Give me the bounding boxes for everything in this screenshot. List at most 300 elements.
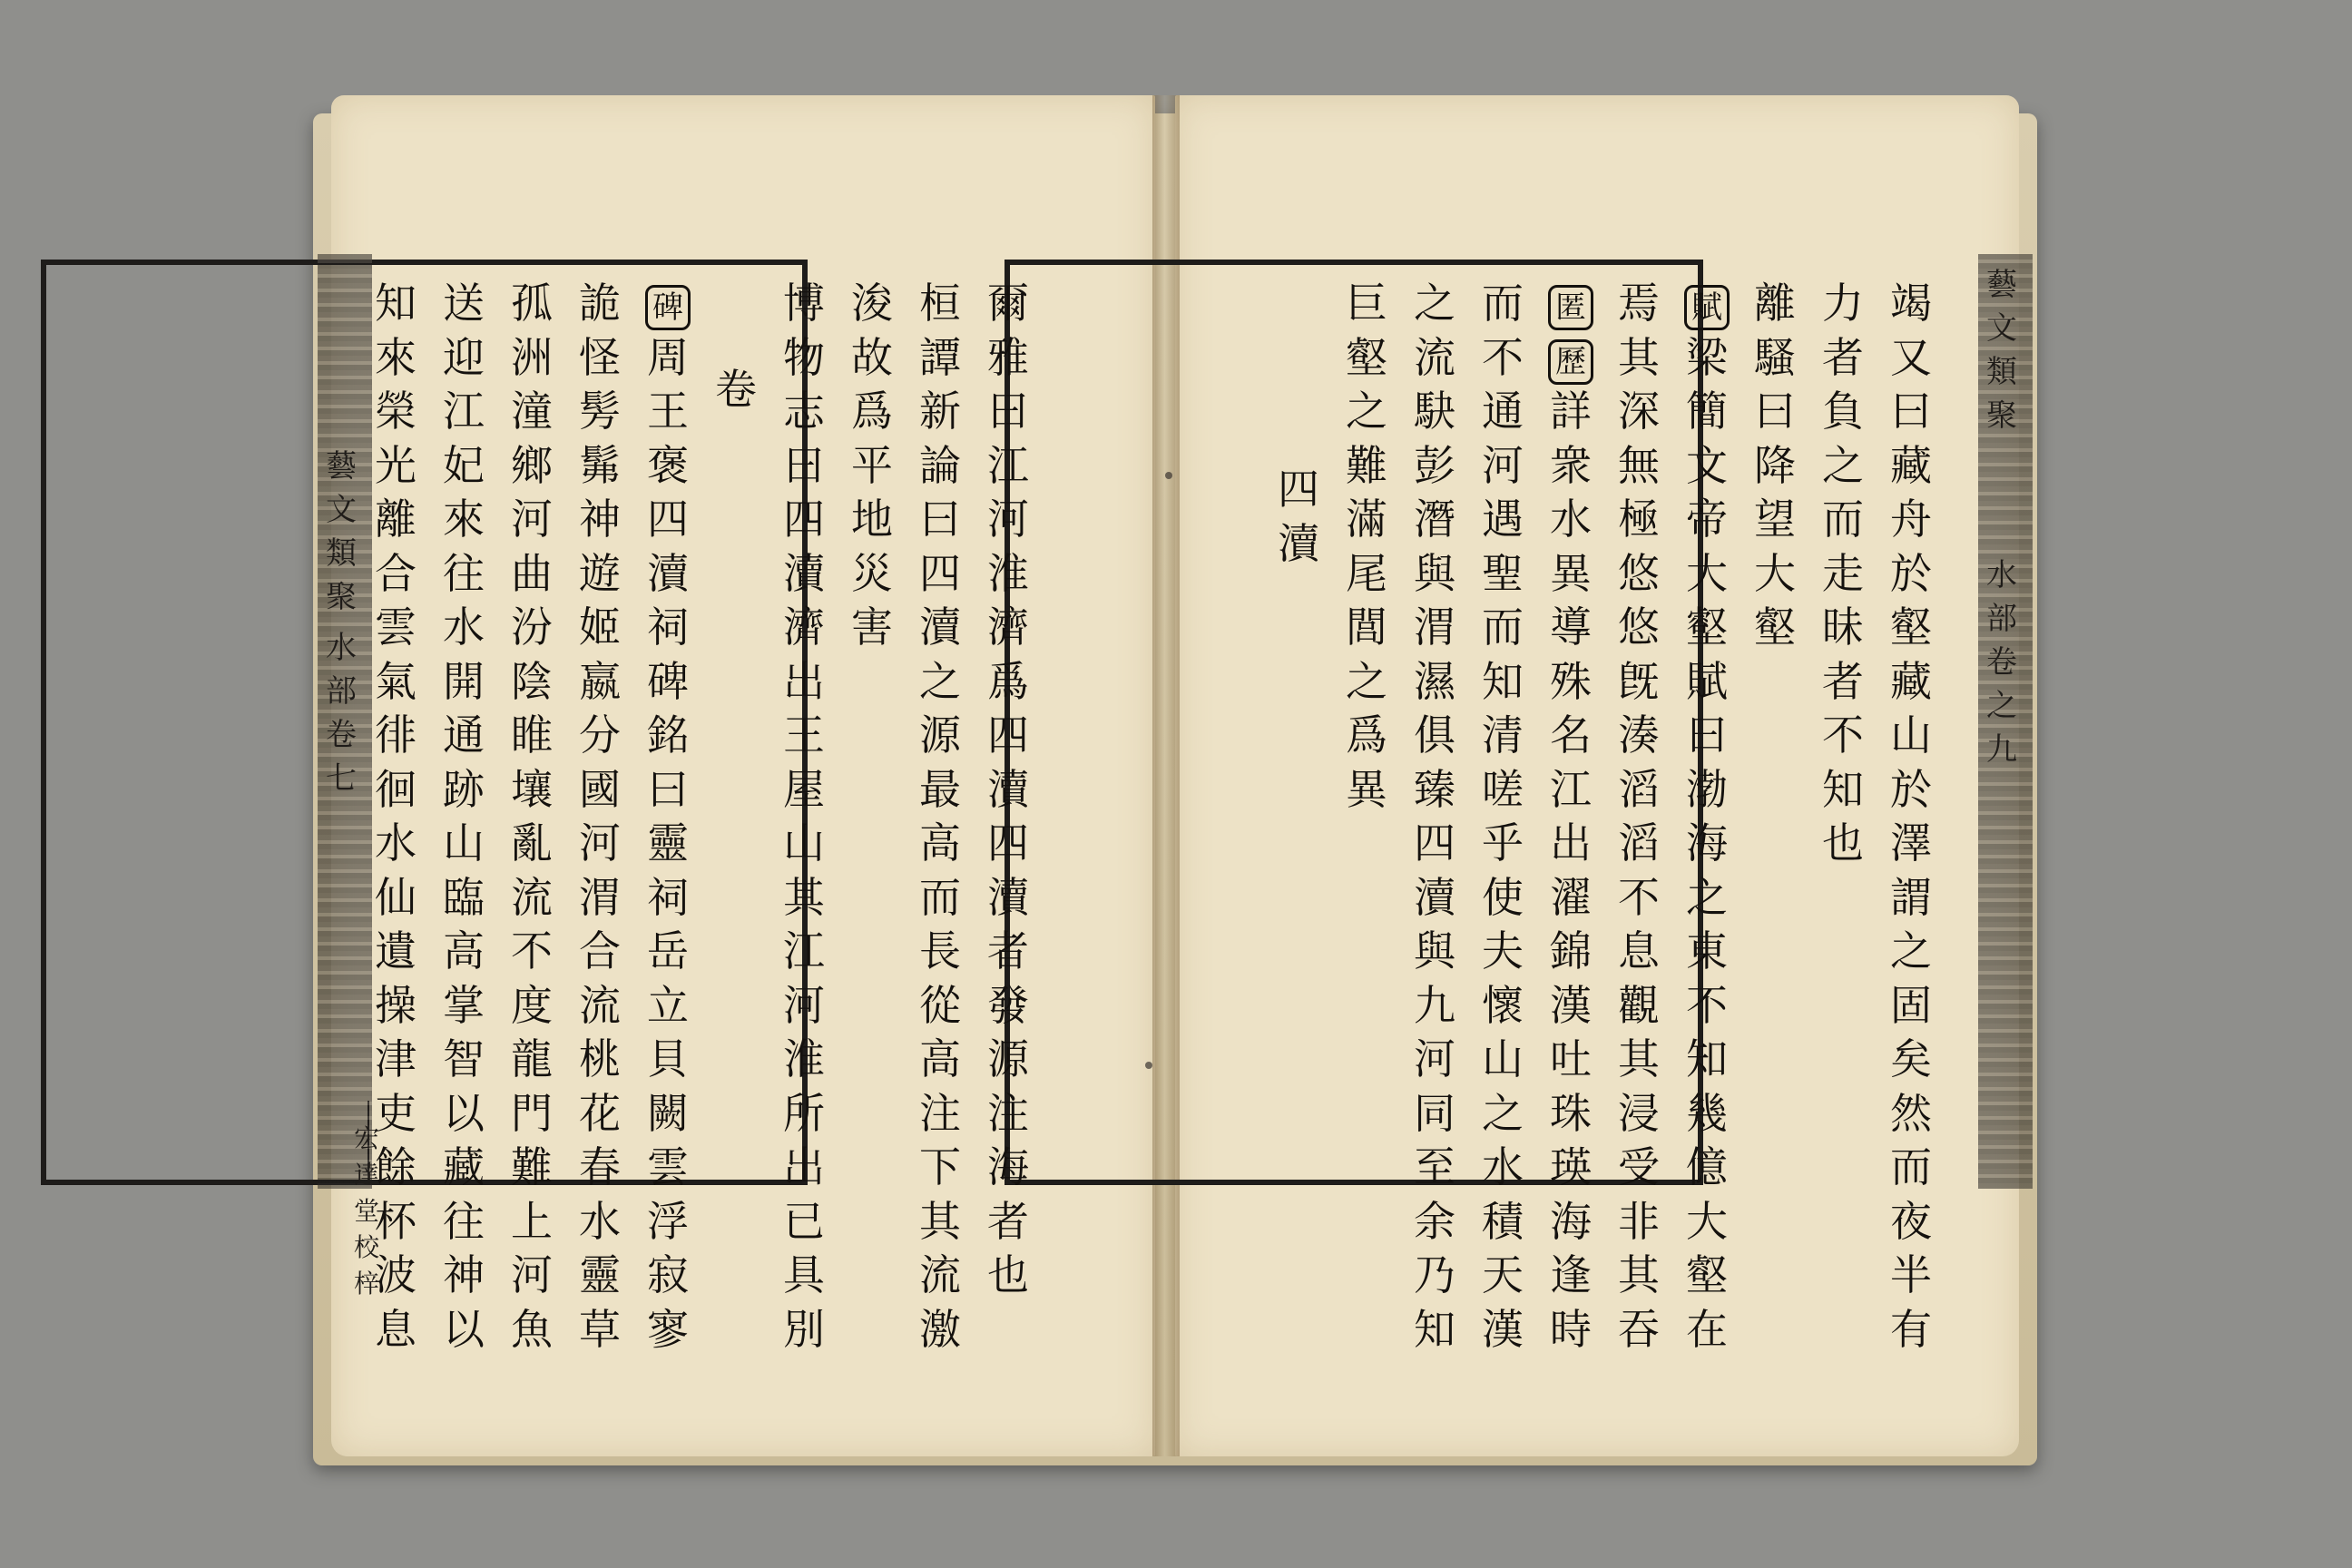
character: 天 [1482, 1250, 1524, 1299]
character: 嗟 [1482, 764, 1524, 814]
character: 夫 [1482, 926, 1524, 975]
character: 爲 [987, 656, 1029, 706]
character: 四 [647, 495, 689, 544]
character: 不 [1482, 332, 1524, 382]
character: 浸 [1618, 1088, 1660, 1138]
character: 九 [1986, 731, 2017, 768]
character: 長 [919, 926, 961, 975]
character: 彭 [1414, 440, 1455, 490]
character: 之 [1482, 1088, 1524, 1138]
character: 地 [851, 495, 893, 544]
character: 桓 [919, 279, 961, 328]
character: 四 [987, 710, 1029, 760]
character: 注 [987, 1088, 1029, 1138]
text-column [985, 277, 1032, 1303]
character: 尾 [1346, 548, 1387, 598]
character: 注 [919, 1088, 961, 1138]
character: 浮 [647, 1196, 689, 1246]
character: 其 [919, 1196, 961, 1246]
character: 逢 [1550, 1250, 1592, 1299]
character: 貝 [647, 1034, 689, 1083]
character: 四 [783, 495, 825, 544]
character: 掌 [443, 980, 485, 1030]
character: 迎 [443, 332, 485, 382]
character: 以 [443, 1304, 485, 1354]
character: 滔 [1618, 764, 1660, 814]
character: 河 [987, 495, 1029, 544]
text-column [440, 277, 487, 1357]
text-column [1615, 277, 1662, 1357]
character: 矣 [1890, 1034, 1932, 1083]
character: 曰 [1754, 387, 1796, 436]
character: 汾 [511, 603, 553, 652]
character: 山 [1482, 1034, 1524, 1083]
character: 殊 [1550, 656, 1592, 706]
character: 閭 [1346, 603, 1387, 652]
character: 淮 [783, 1034, 825, 1083]
character: 瑛 [1550, 1142, 1592, 1191]
character: 寥 [647, 1304, 689, 1354]
character: 祠 [647, 603, 689, 652]
character: 源 [919, 710, 961, 760]
character: 然 [1890, 1088, 1932, 1138]
character: 河 [579, 818, 621, 867]
character: 所 [783, 1088, 825, 1138]
character: 滔 [1618, 818, 1660, 867]
character: 息 [375, 1304, 416, 1354]
character: 無 [1618, 440, 1660, 490]
character: 故 [851, 332, 893, 382]
character: 王 [647, 387, 689, 436]
character: 部 [1986, 601, 2017, 637]
character: 龍 [511, 1034, 553, 1083]
character: 姬 [579, 603, 621, 652]
character: 離 [375, 495, 416, 544]
character: 江 [987, 440, 1029, 490]
character: 山 [1890, 710, 1932, 760]
character: 聖 [1482, 548, 1524, 598]
character: 潛 [1414, 495, 1455, 544]
character: 藏 [1890, 440, 1932, 490]
character: 而 [1482, 279, 1524, 328]
character: 降 [1754, 440, 1796, 490]
character: 漢 [1482, 1304, 1524, 1354]
character: 積 [1482, 1196, 1524, 1246]
character: 錦 [1550, 926, 1592, 975]
character: 帝 [1686, 495, 1728, 544]
character: 負 [1822, 387, 1864, 436]
character: 謂 [1890, 872, 1932, 922]
character: 不 [1618, 872, 1660, 922]
character: 災 [851, 548, 893, 598]
character: 卷 [1986, 644, 2017, 681]
character: 送 [443, 279, 485, 328]
character: 來 [375, 332, 416, 382]
character: 通 [443, 710, 485, 760]
character: 曰 [647, 764, 689, 814]
character: 而 [1482, 603, 1524, 652]
character: 走 [1822, 548, 1864, 598]
character: 懷 [1482, 980, 1524, 1030]
character: 難 [511, 1142, 553, 1191]
character: 文 [1686, 440, 1728, 490]
character: 神 [579, 495, 621, 544]
character: 之 [1414, 279, 1455, 328]
character: 鄉 [511, 440, 553, 490]
character: 不 [1686, 980, 1728, 1030]
character: 不 [1822, 710, 1864, 760]
character: 徘 [375, 710, 416, 760]
text-column [1819, 277, 1867, 871]
character: 王 [783, 710, 825, 760]
character: 焉 [1618, 279, 1660, 328]
character: 俱 [1414, 710, 1455, 760]
character: 藝 [1986, 267, 2017, 303]
text-column [508, 277, 555, 1357]
character: 部 [326, 673, 357, 710]
character: 導 [1550, 603, 1592, 652]
character: 之 [1686, 872, 1728, 922]
character: 祠 [647, 872, 689, 922]
character: 渤 [1686, 764, 1728, 814]
character: 流 [579, 980, 621, 1030]
character: 魚 [511, 1304, 553, 1354]
character: 流 [1414, 332, 1455, 382]
text-column [1547, 277, 1594, 1357]
character: 之 [1890, 926, 1932, 975]
character: 髣 [579, 387, 621, 436]
text-column [1479, 277, 1526, 1357]
character: 江 [443, 387, 485, 436]
character: 孤 [511, 279, 553, 328]
character: 河 [1482, 440, 1524, 490]
character: 半 [1890, 1250, 1932, 1299]
character: 曲 [511, 548, 553, 598]
character: 褒 [647, 440, 689, 490]
character: 望 [1754, 495, 1796, 544]
character: 達 [353, 1160, 379, 1190]
character: 瀆 [987, 872, 1029, 922]
character: 河 [511, 495, 553, 544]
character: 杯 [375, 1196, 416, 1246]
character: 瀆 [987, 764, 1029, 814]
character: 遇 [1482, 495, 1524, 544]
character: 知 [1414, 1304, 1455, 1354]
character: 下 [919, 1142, 961, 1191]
character: 遊 [579, 548, 621, 598]
character: 類 [326, 535, 357, 572]
character: 衆 [1550, 440, 1592, 490]
character: 寂 [647, 1250, 689, 1299]
character: 餘 [375, 1142, 416, 1191]
character: 之 [1986, 688, 2017, 724]
character: 博 [783, 279, 825, 328]
character: 不 [511, 926, 553, 975]
character: 宏 [353, 1123, 379, 1153]
text-column [712, 363, 760, 417]
character: 水 [443, 603, 485, 652]
character: 髴 [579, 440, 621, 490]
character: 高 [919, 1034, 961, 1083]
character: 瀆 [647, 548, 689, 598]
text-column [780, 277, 828, 1357]
character: 卷 [715, 365, 757, 414]
character: 知 [375, 279, 416, 328]
character: 舟 [1890, 495, 1932, 544]
character: 類 [1986, 354, 2017, 390]
character: 氣 [375, 656, 416, 706]
character: 桃 [579, 1034, 621, 1083]
character: 之 [1346, 387, 1387, 436]
character: 吞 [1618, 1304, 1660, 1354]
character: 使 [1482, 872, 1524, 922]
character: 雲 [647, 1142, 689, 1191]
character: 觀 [1618, 980, 1660, 1030]
text-column [644, 277, 691, 1357]
character: 而 [1822, 495, 1864, 544]
character: 曰 [1686, 710, 1728, 760]
character: 其 [1618, 332, 1660, 382]
character: 波 [375, 1250, 416, 1299]
character: 流 [511, 872, 553, 922]
character: 者 [1822, 332, 1864, 382]
character: 梁 [1686, 332, 1728, 382]
character: 源 [987, 1034, 1029, 1083]
character: 來 [443, 495, 485, 544]
character: 水 [375, 818, 416, 867]
character: 九 [1414, 980, 1455, 1030]
character: 藏 [443, 1142, 485, 1191]
character: 出 [783, 656, 825, 706]
character: 合 [579, 926, 621, 975]
character: 浚 [851, 279, 893, 328]
character: 睢 [511, 710, 553, 760]
character: 最 [919, 764, 961, 814]
character: 嬴 [579, 656, 621, 706]
character: 水 [579, 1196, 621, 1246]
character: 分 [579, 710, 621, 760]
character: 濟 [783, 603, 825, 652]
right-spine-section [1984, 554, 2020, 771]
character: 四 [987, 818, 1029, 867]
character: 津 [375, 1034, 416, 1083]
character: 門 [511, 1088, 553, 1138]
character: 平 [851, 440, 893, 490]
character: 詳 [1550, 387, 1592, 436]
character: 巨 [1346, 279, 1387, 328]
character: 國 [579, 764, 621, 814]
character: 詭 [579, 279, 621, 328]
character: 大 [1754, 548, 1796, 598]
character: 騷 [1754, 332, 1796, 382]
character: 徊 [375, 764, 416, 814]
character: 珠 [1550, 1088, 1592, 1138]
character: 之 [919, 656, 961, 706]
character: 受 [1618, 1142, 1660, 1191]
character: 高 [919, 818, 961, 867]
character: 水 [326, 630, 357, 666]
character: 駃 [1414, 387, 1455, 436]
character: 而 [1890, 1142, 1932, 1191]
character: 榮 [375, 387, 416, 436]
character: 雲 [375, 603, 416, 652]
character: 上 [511, 1196, 553, 1246]
character: 者 [987, 1196, 1029, 1246]
character: 壤 [511, 764, 553, 814]
character: 藝 [326, 448, 357, 485]
character: 水 [1986, 557, 2017, 593]
character: 光 [375, 440, 416, 490]
paper-speck [1165, 472, 1172, 479]
character: 以 [443, 1088, 485, 1138]
character: 出 [783, 1142, 825, 1191]
character: 爲 [1346, 710, 1387, 760]
character: 曰 [1890, 387, 1932, 436]
character: 乎 [1482, 818, 1524, 867]
character: 知 [1482, 656, 1524, 706]
character: 曰 [783, 440, 825, 490]
character: 草 [579, 1304, 621, 1354]
character: 往 [443, 1196, 485, 1246]
character: 之 [1822, 440, 1864, 490]
character: 與 [1414, 548, 1455, 598]
character: 難 [1346, 440, 1387, 490]
character: 校 [353, 1232, 379, 1262]
character: 大 [1686, 1196, 1728, 1246]
character: 而 [919, 872, 961, 922]
text-column [1751, 277, 1798, 655]
character: 怪 [579, 332, 621, 382]
category-seal: 匿 [1547, 277, 1594, 331]
character: 岳 [647, 926, 689, 975]
character: 漢 [1550, 980, 1592, 1030]
character: 智 [443, 1034, 485, 1083]
character: 臨 [443, 872, 485, 922]
character: 洲 [511, 332, 553, 382]
character: 卷 [326, 717, 357, 753]
character: 知 [1822, 764, 1864, 814]
character: 名 [1550, 710, 1592, 760]
character: 水 [1550, 495, 1592, 544]
text-column [372, 277, 419, 1357]
character: 聚 [1986, 397, 2017, 434]
character: 夜 [1890, 1196, 1932, 1246]
character: 息 [1618, 926, 1660, 975]
character: 曰 [919, 495, 961, 544]
character: 梓 [353, 1269, 379, 1298]
category-seal: 歷 [1547, 331, 1594, 386]
text-column [1343, 277, 1390, 817]
character: 臻 [1414, 764, 1455, 814]
character: 堂 [353, 1196, 379, 1226]
character: 濕 [1414, 656, 1455, 706]
character: 山 [783, 818, 825, 867]
character: 河 [511, 1250, 553, 1299]
character: 潼 [511, 387, 553, 436]
character: 東 [1686, 926, 1728, 975]
character: 非 [1618, 1196, 1660, 1246]
character: 至 [1414, 1142, 1455, 1191]
paper-speck [1145, 1062, 1152, 1069]
character: 跡 [443, 764, 485, 814]
character: 與 [1414, 926, 1455, 975]
character: 在 [1686, 1304, 1728, 1354]
character: 別 [783, 1304, 825, 1354]
text-column [848, 277, 896, 655]
character: 旣 [1618, 656, 1660, 706]
character: 濯 [1550, 872, 1592, 922]
character: 也 [1822, 818, 1864, 867]
character: 神 [443, 1250, 485, 1299]
character: 銘 [647, 710, 689, 760]
character: 仙 [375, 872, 416, 922]
character: 雅 [987, 332, 1029, 382]
character: 竭 [1890, 279, 1932, 328]
character: 遺 [375, 926, 416, 975]
character: 昧 [1822, 603, 1864, 652]
character: 大 [1686, 548, 1728, 598]
character: 已 [783, 1196, 825, 1246]
character: 具 [783, 1250, 825, 1299]
character: 澤 [1890, 818, 1932, 867]
character: 壑 [1890, 603, 1932, 652]
character: 志 [783, 387, 825, 436]
character: 江 [1550, 764, 1592, 814]
character: 爲 [851, 387, 893, 436]
character: 藏 [1890, 656, 1932, 706]
character: 悠 [1618, 603, 1660, 652]
character: 壑 [1754, 603, 1796, 652]
character: 靈 [647, 818, 689, 867]
character: 亂 [511, 818, 553, 867]
character: 海 [1550, 1196, 1592, 1246]
character: 其 [1618, 1034, 1660, 1083]
category-seal: 賦 [1683, 277, 1730, 331]
character: 七 [326, 760, 357, 797]
character: 離 [1754, 279, 1796, 328]
character: 滿 [1346, 495, 1387, 544]
text-column [1411, 277, 1458, 1357]
character: 壑 [1346, 332, 1387, 382]
character: 瀆 [783, 548, 825, 598]
character: 於 [1890, 548, 1932, 598]
character: 乃 [1414, 1250, 1455, 1299]
character: 四 [1414, 818, 1455, 867]
character: 山 [443, 818, 485, 867]
category-seal: 碑 [644, 277, 691, 331]
character: 曰 [987, 387, 1029, 436]
character: 力 [1822, 279, 1864, 328]
character: 吐 [1550, 1034, 1592, 1083]
character: 開 [443, 656, 485, 706]
character: 深 [1618, 387, 1660, 436]
character: 爾 [987, 279, 1029, 328]
character: 靈 [579, 1250, 621, 1299]
character: 河 [1414, 1034, 1455, 1083]
text-column [576, 277, 623, 1357]
text-column [1275, 463, 1322, 571]
character: 也 [987, 1250, 1029, 1299]
character: 譚 [919, 332, 961, 382]
character: 海 [987, 1142, 1029, 1191]
character: 億 [1686, 1142, 1728, 1191]
left-text-frame [41, 260, 808, 1185]
character: 發 [987, 980, 1029, 1030]
character: 往 [443, 548, 485, 598]
character: 渭 [579, 872, 621, 922]
character: 新 [919, 387, 961, 436]
character: 水 [1482, 1142, 1524, 1191]
